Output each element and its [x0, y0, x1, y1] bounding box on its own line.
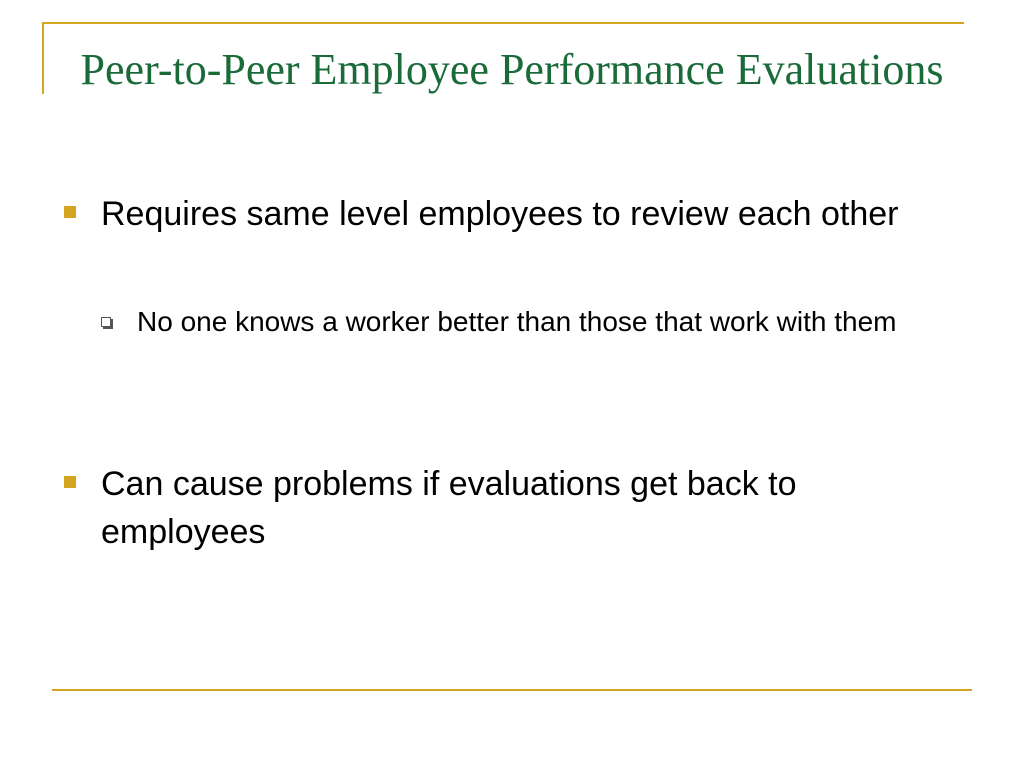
square-bullet-icon — [64, 206, 76, 218]
bottom-rule — [52, 689, 972, 691]
left-rule — [42, 22, 44, 94]
sub-bullet-item — [100, 302, 920, 342]
bullet-text: Can cause problems if evaluations get back to employees — [101, 465, 797, 551]
bullet-text: Requires same level employees to review each other — [101, 195, 899, 233]
slide-title: Peer-to-Peer Employee Performance Evaluations — [80, 45, 944, 94]
square-bullet-icon — [64, 476, 76, 488]
top-rule — [42, 22, 964, 24]
bullet-item — [64, 190, 944, 238]
sub-bullet-text: No one knows a worker better than those that work with them — [137, 306, 897, 337]
hollow-square-bullet-icon — [101, 317, 111, 327]
bullet-item — [64, 460, 944, 556]
